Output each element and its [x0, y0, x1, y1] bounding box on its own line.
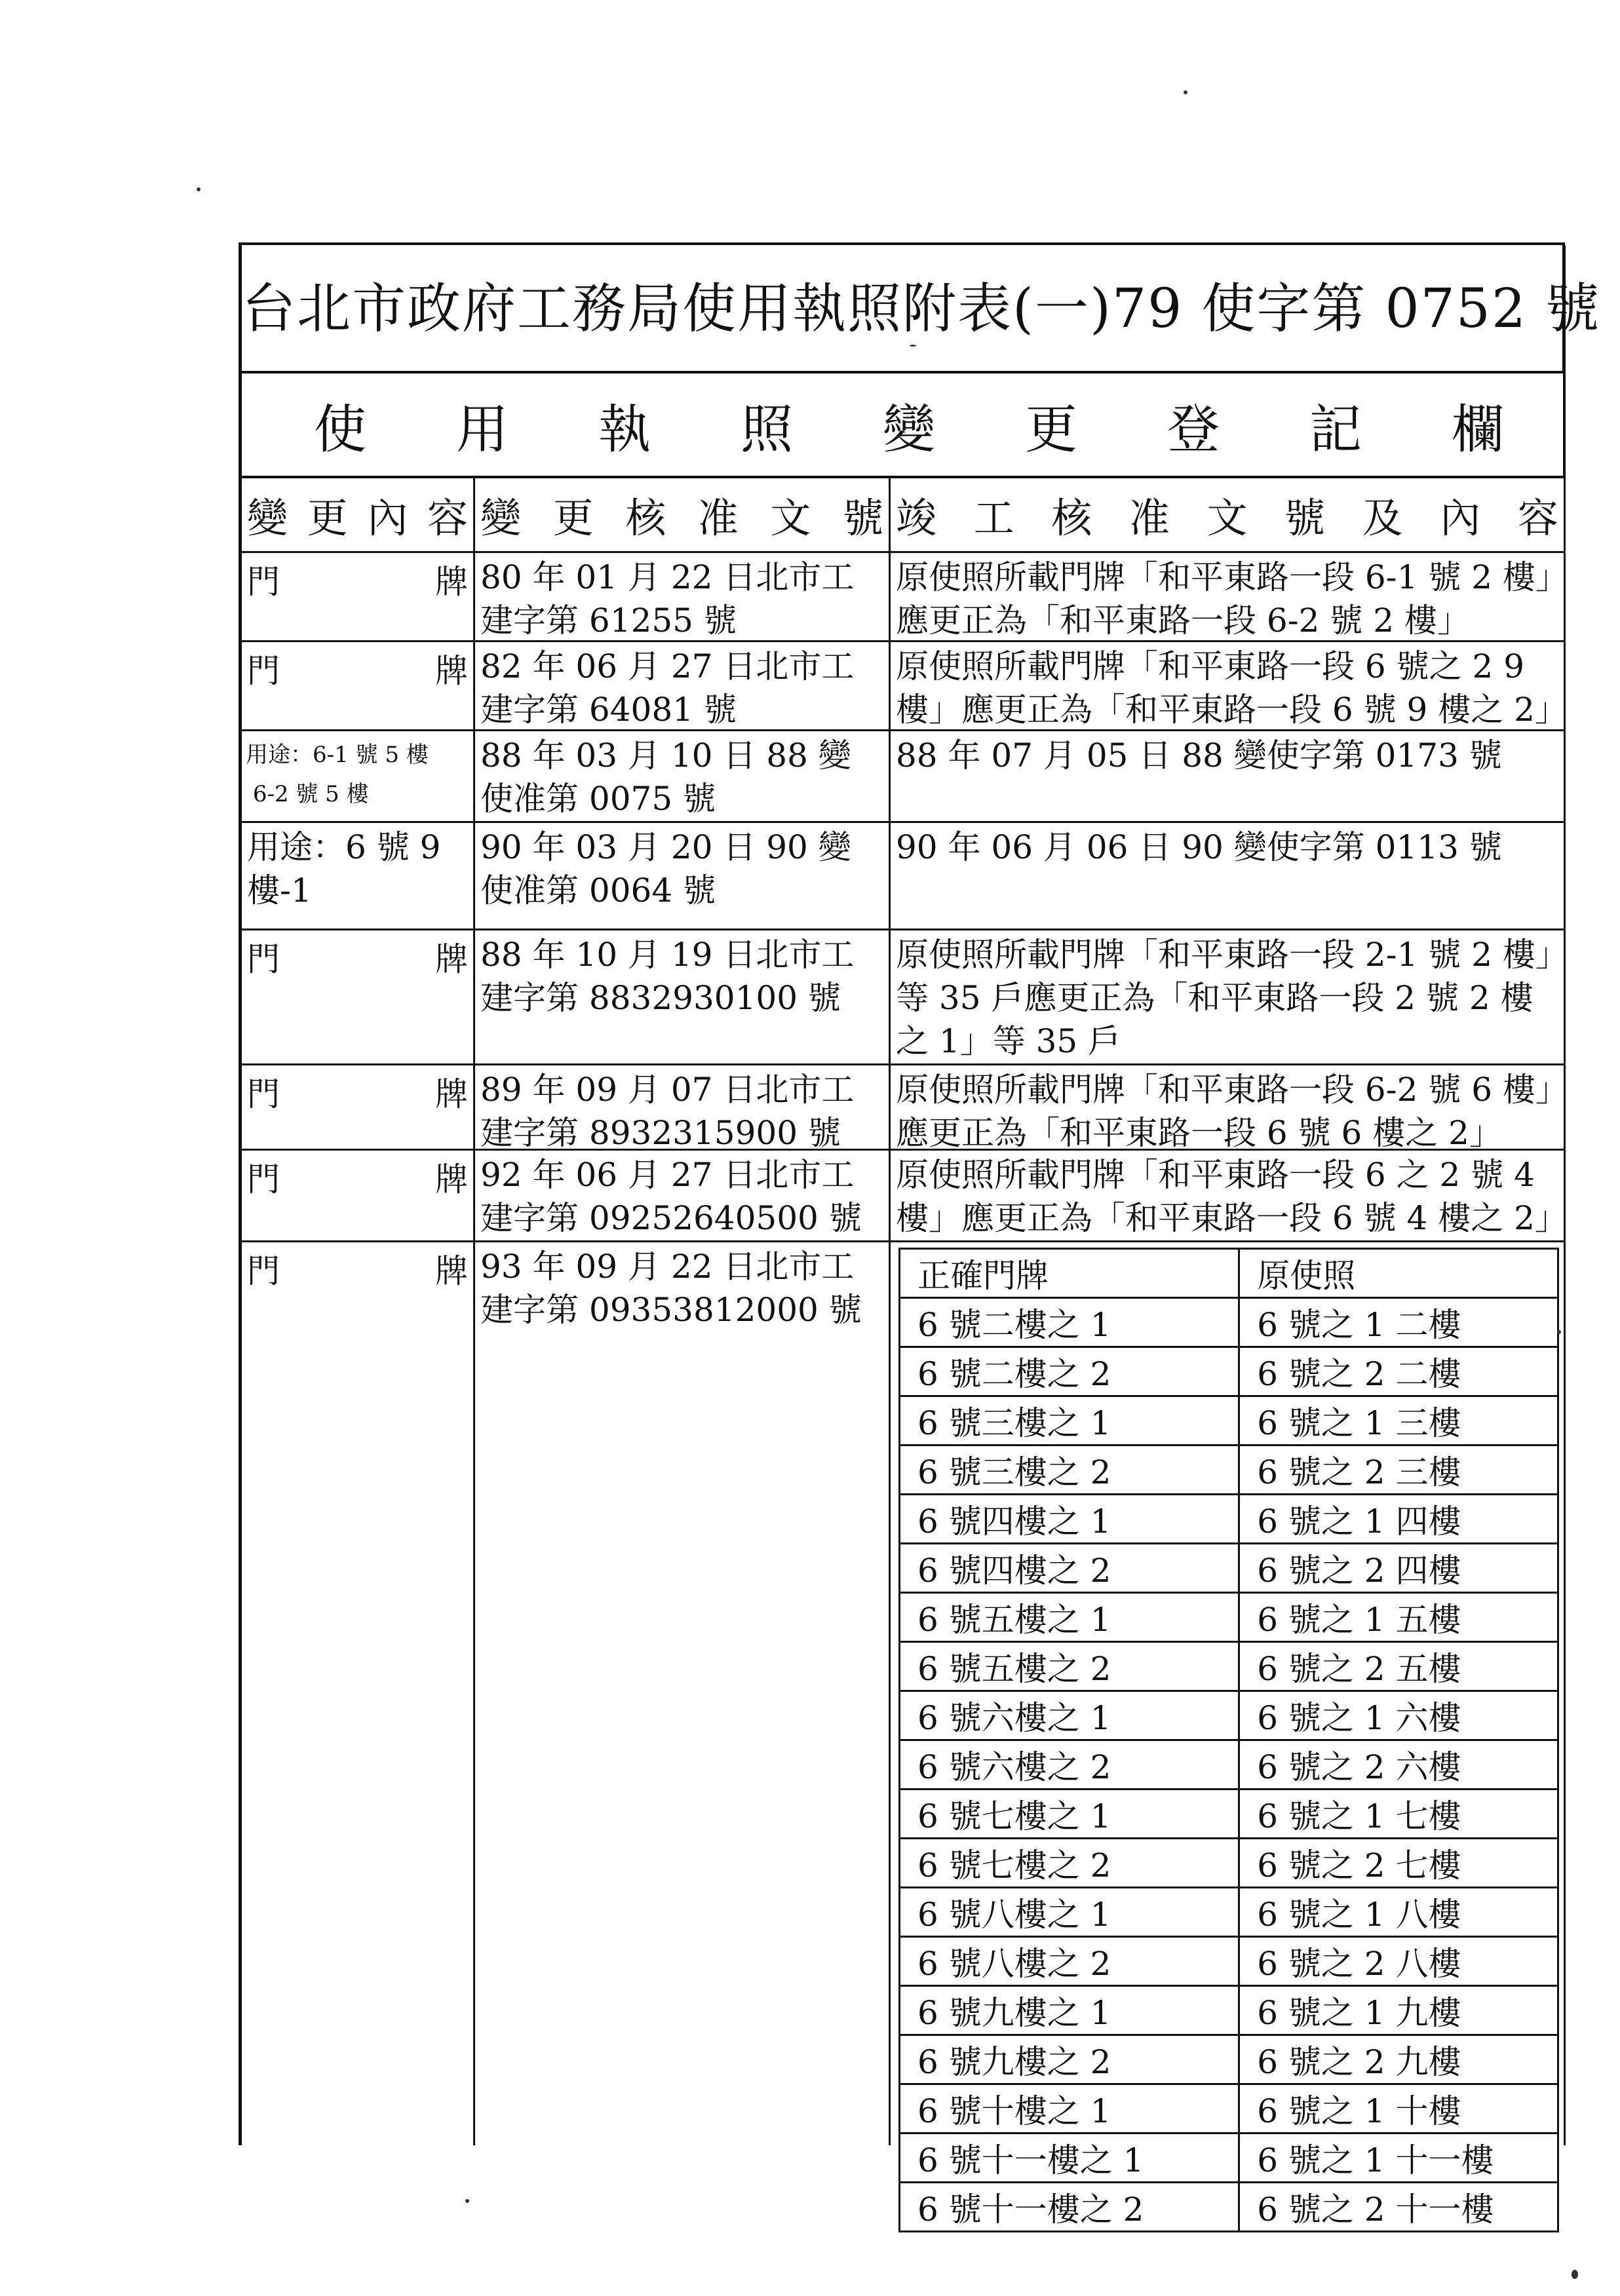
scan-speck [1557, 1330, 1561, 1334]
change-content-cell: 門 牌 [242, 1151, 475, 1240]
heading-char: 登 [1167, 398, 1220, 460]
completion-content-cell: 原使照所載門牌「和平東路一段 6 之 2 號 4 樓」應更正為「和平東路一段 6 號 4 樓之 2」 [891, 1151, 1566, 1240]
table-row: 6 號二樓之 2 6 號之 2 二樓 [900, 1347, 1558, 1396]
table-row: 6 號十一樓之 1 6 號之 1 十一樓 [900, 2133, 1558, 2183]
table-row: 6 號九樓之 2 6 號之 2 九樓 [900, 2035, 1558, 2084]
table-row: 6 號三樓之 2 6 號之 2 三樓 [900, 1445, 1558, 1495]
change-approval-cell: 92 年 06 月 27 日北市工建字第 09252640500 號 [475, 1151, 891, 1240]
table-row [242, 731, 1566, 823]
scan-speck [197, 187, 201, 191]
section-heading [242, 373, 1566, 478]
change-approval-cell: 93 年 09 月 22 日北市工建字第 09353812000 號 [475, 1242, 891, 2145]
change-approval-cell: 90 年 03 月 20 日 90 變使准第 0064 號 [475, 823, 891, 928]
door-header-original: 原使照 [1239, 1249, 1558, 1298]
change-content-cell: 門 牌 [242, 930, 475, 1063]
change-approval-cell: 88 年 10 月 19 日北市工建字第 8832930100 號 [475, 930, 891, 1063]
change-content-cell: 門 牌 [242, 642, 475, 729]
table-row [242, 1242, 1566, 2229]
heading-char: 照 [741, 398, 793, 460]
completion-content-cell: 原使照所載門牌「和平東路一段 6-2 號 6 樓」應更正為「和平東路一段 6 號 6 樓之 2」 [891, 1065, 1566, 1149]
scan-speck [910, 345, 916, 347]
heading-char: 執 [598, 398, 651, 460]
table-row [242, 1151, 1566, 1242]
change-approval-cell: 88 年 03 月 10 日 88 變使准第 0075 號 [475, 731, 891, 821]
heading-char: 變 [883, 398, 935, 460]
completion-content-cell: 原使照所載門牌「和平東路一段 6 號之 2 9 樓」應更正為「和平東路一段 6 號 9 樓之 2」 [891, 642, 1566, 729]
table-row: 6 號六樓之 1 6 號之 1 六樓 [900, 1691, 1558, 1740]
table-row: 6 號十一樓之 2 6 號之 2 十一樓 [900, 2183, 1558, 2232]
heading-char: 記 [1309, 398, 1362, 460]
table-row [242, 553, 1566, 642]
completion-content-cell: 原使照所載門牌「和平東路一段 2-1 號 2 樓」等 35 戶應更正為「和平東路一段 2 號 2 樓之 1」等 35 戶 [891, 930, 1566, 1063]
completion-content-cell: 90 年 06 月 06 日 90 變使字第 0113 號 [891, 823, 1566, 928]
table-row: 6 號四樓之 1 6 號之 1 四樓 [900, 1495, 1558, 1544]
permit-sheet [239, 242, 1601, 2229]
scan-speck [1184, 90, 1187, 94]
scan-speck [1572, 2270, 1578, 2279]
table-row: 6 號七樓之 2 6 號之 2 七樓 [900, 1839, 1558, 1888]
table-row: 6 號三樓之 1 6 號之 1 三樓 [900, 1396, 1558, 1445]
completion-content-cell: 原使照所載門牌「和平東路一段 6-1 號 2 樓」應更正為「和平東路一段 6-2 號 2 樓」 [891, 553, 1566, 640]
completion-content-cell: 88 年 07 月 05 日 88 變使字第 0173 號 [891, 731, 1566, 821]
table-row [242, 823, 1566, 930]
table-row [242, 930, 1566, 1065]
table-row: 6 號六樓之 2 6 號之 2 六樓 [900, 1740, 1558, 1789]
change-content-cell: 用途：6-1 號 5 樓 6-2 號 5 樓 [242, 731, 475, 821]
header-change-approval-no: 變 更 核 准 文 號 [475, 478, 891, 551]
document-title: 台北市政府工務局使用執照附表(一)79 使字第 0752 號 [242, 245, 1566, 373]
table-row: 6 號八樓之 2 6 號之 2 八樓 [900, 1937, 1558, 1986]
heading-char: 更 [1025, 398, 1077, 460]
change-content-cell: 門 牌 [242, 553, 475, 640]
table-row [242, 1065, 1566, 1151]
table-row: 6 號九樓之 1 6 號之 1 九樓 [900, 1986, 1558, 2035]
table-header-row [242, 478, 1566, 553]
table-row [242, 642, 1566, 731]
table-row: 6 號二樓之 1 6 號之 1 二樓 [900, 1298, 1558, 1347]
change-content-cell: 門 牌 [242, 1065, 475, 1149]
change-content-cell: 用途：6 號 9 樓-1 [242, 823, 475, 928]
door-header-correct: 正確門牌 [900, 1249, 1239, 1298]
table-row: 6 號五樓之 1 6 號之 1 五樓 [900, 1593, 1558, 1642]
completion-content-cell [891, 1242, 1566, 2229]
heading-char: 使 [314, 398, 366, 460]
table-row: 6 號七樓之 1 6 號之 1 七樓 [900, 1789, 1558, 1839]
header-completion-approval: 竣 工 核 准 文 號 及 內 容 [891, 478, 1566, 551]
change-content-cell: 門 牌 [242, 1242, 475, 2145]
change-approval-cell: 80 年 01 月 22 日北市工建字第 61255 號 [475, 553, 891, 640]
table-row: 6 號八樓之 1 6 號之 1 八樓 [900, 1888, 1558, 1937]
table-row: 6 號五樓之 2 6 號之 2 五樓 [900, 1642, 1558, 1691]
table-row: 6 號十樓之 1 6 號之 1 十樓 [900, 2084, 1558, 2133]
header-change-content: 變 更 內 容 [242, 478, 475, 551]
change-approval-cell: 82 年 06 月 27 日北市工建字第 64081 號 [475, 642, 891, 729]
change-approval-cell: 89 年 09 月 07 日北市工建字第 8932315900 號 [475, 1065, 891, 1149]
heading-char: 用 [456, 398, 509, 460]
scan-speck [465, 2199, 469, 2203]
door-table-header [900, 1249, 1558, 1298]
table-row: 6 號四樓之 2 6 號之 2 四樓 [900, 1544, 1558, 1593]
heading-char: 欄 [1452, 398, 1504, 460]
door-number-table [898, 1248, 1559, 2232]
